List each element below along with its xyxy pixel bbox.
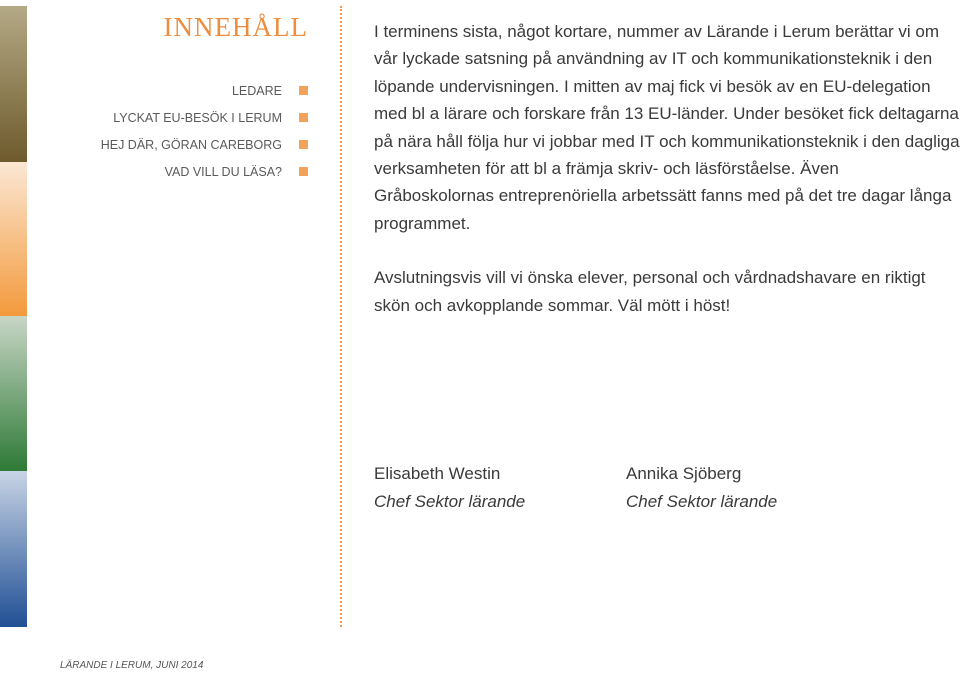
signature-role: Chef Sektor lärande — [626, 492, 778, 511]
article-paragraph: I terminens sista, något kortare, nummer av Lärande i Lerum berättar vi om vår lyckade satsning på användning av IT och kommunikationsteknik i den löpande undervisningen. I mitten av maj fick vi besök av en EU-delegation med bl a lärare och forskare från 13 EU-länder. Under besöket fick deltagarna på nära håll följa hur vi jobbar med IT och kommunikationsteknik i den dagliga verksamheten för att bl a främja skriv- och läsförståelse. Även Gråboskolornas entreprenöriella arbetssätt fanns med på det tre dagar långa programmet. — [374, 22, 960, 233]
toc-item-label[interactable]: LEDARE — [231, 83, 282, 98]
signature-name: Annika Sjöberg — [626, 464, 742, 483]
toc-title: INNEHÅLL — [163, 12, 308, 42]
square-bullet-icon — [299, 113, 308, 122]
toc-item-label[interactable]: VAD VILL DU LÄSA? — [164, 164, 282, 179]
square-bullet-icon — [299, 167, 308, 176]
dotted-divider — [340, 6, 342, 627]
color-strip-blue — [0, 471, 27, 627]
color-strip-olive — [0, 6, 27, 162]
article-body — [374, 18, 960, 319]
toc-item-vad-vill-du-lasa[interactable] — [40, 158, 308, 185]
article-paragraph: Avslutningsvis vill vi önska elever, personal och vårdnadshavare en riktigt skön och avkopplande sommar. Väl mött i höst! — [374, 268, 926, 315]
square-bullet-icon — [299, 140, 308, 149]
page-footer: LÄRANDE I LERUM, JUNI 2014 — [60, 660, 204, 671]
toc-item-label[interactable]: LYCKAT EU-BESÖK I LERUM — [113, 110, 282, 125]
color-strip-green — [0, 316, 27, 471]
toc-item-eu-besok[interactable] — [40, 104, 308, 131]
signature-block — [626, 460, 777, 516]
toc-item-label[interactable]: HEJ DÄR, GÖRAN CAREBORG — [100, 137, 282, 152]
square-bullet-icon — [299, 86, 308, 95]
color-strip-orange — [0, 162, 27, 316]
toc-list — [40, 77, 308, 185]
signature-block — [374, 460, 525, 516]
toc-item-careborg[interactable] — [40, 131, 308, 158]
signature-name: Elisabeth Westin — [374, 464, 501, 483]
signature-role: Chef Sektor lärande — [374, 492, 526, 511]
toc-item-ledare[interactable] — [40, 77, 308, 104]
